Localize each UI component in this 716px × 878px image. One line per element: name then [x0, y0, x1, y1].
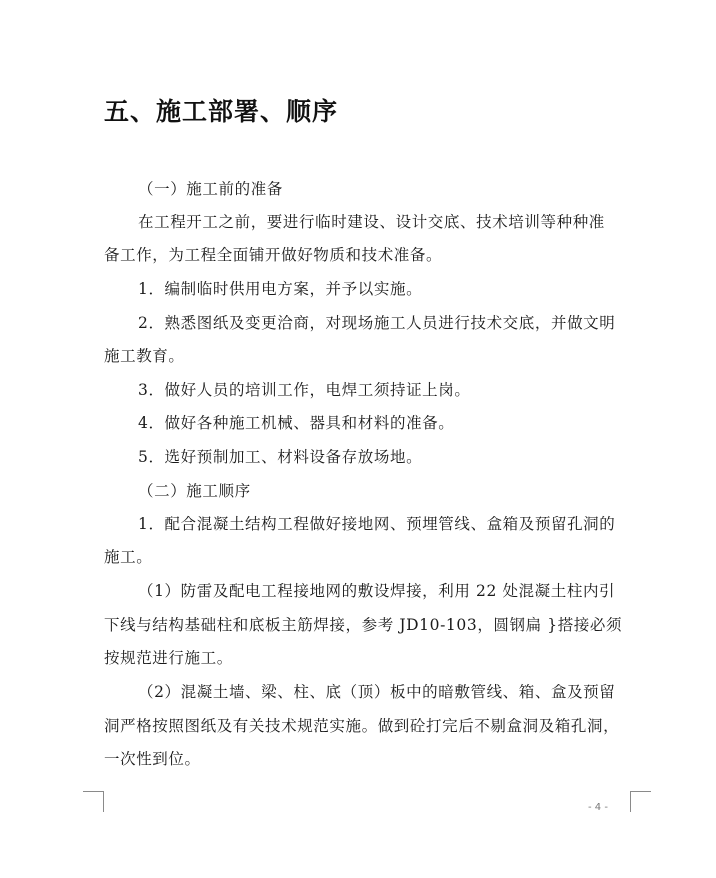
sub-item: （1）防雷及配电工程接地网的敷设焊接，利用 22 处混凝土柱内引 [138, 582, 616, 600]
list-item: 3．做好人员的培训工作，电焊工须持证上岗。 [138, 381, 471, 399]
margin-corner-mark-left [83, 791, 104, 812]
list-item-continuation: 施工教育。 [104, 347, 185, 365]
sub-item: （2）混凝土墙、梁、柱、底（顶）板中的暗敷管线、箱、盒及预留 [138, 683, 616, 701]
subsection-title: （二）施工顺序 [138, 482, 251, 500]
sub-item-continuation: 洞严格按照图纸及有关技术规范实施。做到砼打完后不剔盒洞及箱孔洞， [104, 717, 620, 735]
paragraph-line: 在工程开工之前，要进行临时建设、设计交底、技术培训等种种准 [138, 213, 605, 231]
sub-item-continuation: 下线与结构基础柱和底板主筋焊接，参考 JD10-103，圆钢扁 }搭接必须 [104, 616, 623, 634]
paragraph-line: 备工作，为工程全面铺开做好物质和技术准备。 [104, 246, 443, 264]
margin-corner-mark-right [630, 791, 651, 812]
subsection-title: （一）施工前的准备 [138, 180, 283, 198]
list-item-continuation: 施工。 [104, 548, 153, 566]
list-item: 4．做好各种施工机械、器具和材料的准备。 [138, 414, 455, 432]
list-item: 2．熟悉图纸及变更洽商，对现场施工人员进行技术交底，并做文明 [138, 314, 616, 332]
list-item: 1．编制临时供用电方案，并予以实施。 [138, 280, 423, 298]
sub-item-continuation: 按规范进行施工。 [104, 649, 233, 667]
list-item: 1．配合混凝土结构工程做好接地网、预埋管线、盒箱及预留孔洞的 [138, 515, 616, 533]
page-number: - 4 - [588, 802, 608, 813]
section-heading: 五、施工部署、顺序 [104, 97, 339, 126]
list-item: 5．选好预制加工、材料设备存放场地。 [138, 448, 423, 466]
sub-item-continuation: 一次性到位。 [104, 750, 201, 768]
